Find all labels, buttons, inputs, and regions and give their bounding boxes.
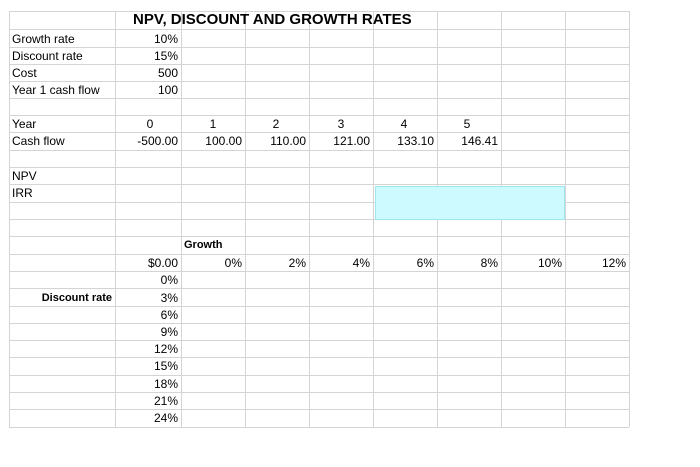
discount-rate-value[interactable]: 15% [153,49,178,63]
grid-row-line [9,236,629,237]
sheet-title: NPV, DISCOUNT AND GROWTH RATES [133,11,412,28]
discount-rate-row-8: 21% [153,394,178,408]
discount-rate-row-label: Discount rate [41,292,112,304]
growth-rate-col-1: 0% [224,256,242,270]
discount-rate-row-2: 3% [160,291,178,305]
year-4: 4 [400,117,408,131]
growth-rate-label: Growth rate [12,32,75,46]
discount-rate-row-7: 18% [153,377,178,391]
discount-rate-row-6: 15% [153,359,178,373]
year-1: 1 [209,117,217,131]
grid-row-line [9,288,629,289]
grid-row-line [9,306,629,307]
discount-rate-row-9: 24% [153,411,178,425]
cashflow-1[interactable]: 100.00 [205,134,242,148]
npv-label: NPV [12,169,37,183]
growth-rate-col-5: 8% [480,256,498,270]
highlighted-input-range[interactable] [375,186,565,220]
discount-rate-row-3: 6% [160,308,178,322]
sensitivity-corner-value[interactable]: $0.00 [147,256,178,270]
growth-rate-col-7: 12% [601,256,626,270]
cost-label: Cost [12,66,37,80]
discount-rate-row-5: 12% [153,342,178,356]
grid-row-line [9,323,629,324]
grid-row-line [9,271,629,272]
cashflow-3[interactable]: 121.00 [333,134,370,148]
year-0: 0 [146,117,154,131]
growth-rate-col-4: 6% [416,256,434,270]
discount-rate-label: Discount rate [12,49,83,63]
cashflow-2[interactable]: 110.00 [270,134,306,148]
grid-row-line [9,98,629,99]
growth-header-label: Growth [184,239,223,251]
grid-row-line [9,357,629,358]
year-3: 3 [337,117,345,131]
grid-col-line [629,11,630,427]
growth-rate-col-2: 2% [288,256,306,270]
cashflow-5[interactable]: 146.41 [461,134,498,148]
year1-cashflow-value[interactable]: 100 [157,83,178,97]
year-label: Year [12,117,37,131]
grid-row-line [9,150,629,151]
growth-rate-value[interactable]: 10% [153,32,178,46]
year-5: 5 [463,117,471,131]
grid-row-line [9,409,629,410]
cashflow-4[interactable]: 133.10 [397,134,434,148]
grid-row-line [9,427,629,428]
growth-rate-col-3: 4% [352,256,370,270]
cost-value[interactable]: 500 [157,66,178,80]
year-2: 2 [272,117,280,131]
irr-label: IRR [12,186,33,200]
discount-rate-row-1: 0% [160,273,178,287]
grid-row-line [9,375,629,376]
discount-rate-row-4: 9% [160,325,178,339]
cashflow-0[interactable]: -500.00 [137,134,178,148]
grid-row-line [9,340,629,341]
year1-cashflow-label: Year 1 cash flow [12,83,100,97]
growth-rate-col-6: 10% [537,256,562,270]
cashflow-label: Cash flow [12,134,65,148]
grid-row-line [9,29,629,30]
grid-row-line [9,392,629,393]
